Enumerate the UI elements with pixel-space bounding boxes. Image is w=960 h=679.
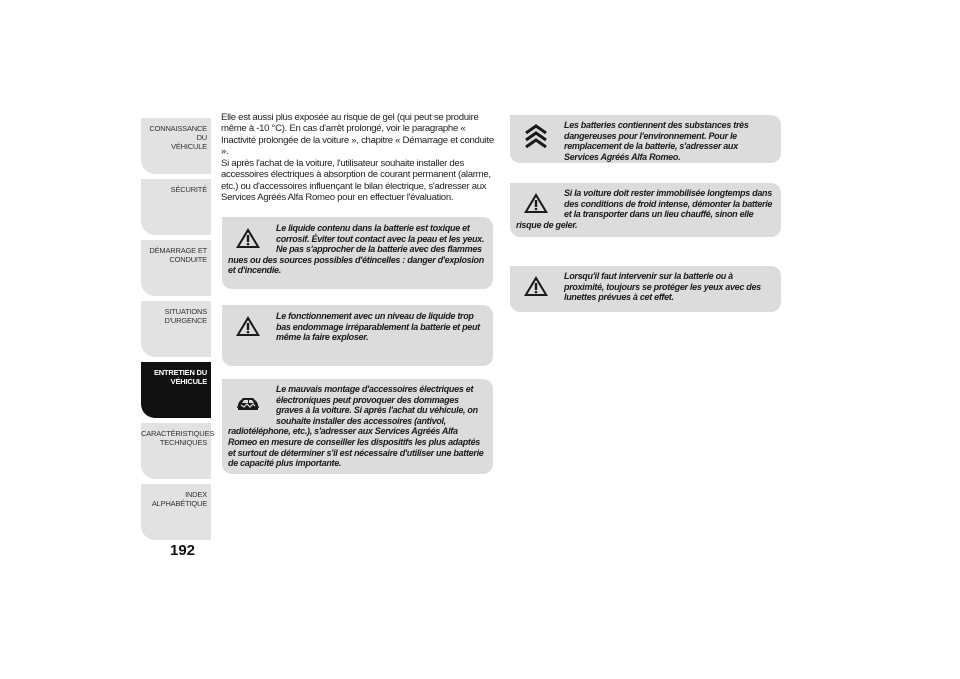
warning-text: Le fonctionnement avec un niveau de liquide trop bas endommage irréparablement la batterie et peut même la faire exploser. [276, 311, 480, 343]
body-paragraph-gel: Elle est aussi plus exposée au risque de gel (qui peut se produire même à -10 °C). En cas d'arrêt prolongé, voir le paragraphe « Inactivité prolongée de la voiture », chapitre « Démarrage et conduite ». [221, 112, 494, 158]
warning-box-liquide-toxique [222, 217, 493, 289]
warning-box-montage-accessoires [222, 379, 493, 474]
warning-triangle-icon [516, 271, 556, 301]
tab-label-line2: CONDUITE [169, 255, 207, 264]
tab-label-line2: TECHNIQUES [159, 438, 207, 447]
tab-label-line1: CONNAISSANCE DU [149, 124, 207, 142]
page-number: 192 [170, 542, 196, 559]
tab-index-alphabetique[interactable] [141, 484, 211, 540]
tab-label-line1: SITUATIONS [164, 307, 207, 316]
warning-text: Le mauvais montage d'accessoires électriques et électroniques peut provoquer des dommages graves à la voiture. Si après l'achat du véhicule, on souhaite installer des accessoires (antivol, radiotéléphone, etc.), s'adresser aux Services Agréés Alfa Romeo en mesure de conseiller les dispositifs les plus adaptés et surtout de déterminer s'il est nécessaire d'utiliser une batterie de capacité plus importante. [228, 384, 484, 469]
tab-entretien-vehicule[interactable] [141, 362, 211, 418]
warning-box-lunettes [510, 266, 781, 312]
tab-connaissance-vehicule[interactable] [141, 118, 211, 174]
tab-label-line2: VÉHICULE [171, 142, 207, 151]
tab-label-line1: CARACTÉRISTIQUES [141, 429, 215, 438]
warning-triangle-icon [516, 188, 556, 218]
environment-icon [516, 120, 556, 154]
warning-text: Le liquide contenu dans la batterie est toxique et corrosif. Éviter tout contact avec la peau et les yeux. Ne pas s'approcher de la batterie avec des flammes nues ou des sources possibles d'étincelles : danger d'explosion et d'incendie. [228, 223, 485, 276]
warning-box-froid-intense [510, 183, 781, 237]
warning-box-niveau-liquide [222, 305, 493, 366]
tab-label-line1: DÉMARRAGE ET [149, 246, 207, 255]
warning-text: Lorsqu'il faut intervenir sur la batterie ou à proximité, toujours se protéger les yeux avec des lunettes prévues à cet effet. [564, 271, 761, 303]
warning-triangle-icon [228, 223, 268, 253]
tab-label-line1: INDEX [185, 490, 207, 499]
warning-triangle-icon [228, 311, 268, 341]
tab-label-line1: ENTRETIEN DU [153, 368, 207, 377]
tab-securite[interactable] [141, 179, 211, 235]
tab-caracteristiques-techniques[interactable] [141, 423, 215, 479]
car-damage-icon [228, 384, 268, 420]
warning-text: Si la voiture doit rester immobilisée longtemps dans des conditions de froid intense, démonter la batterie et la transporter dans un lieu chauffé, sinon elle risque de geler. [516, 188, 773, 230]
tab-label-line2: D'URGENCE [164, 316, 207, 325]
tab-demarrage-conduite[interactable] [141, 240, 211, 296]
tab-label-line1: SÉCURITÉ [170, 185, 207, 194]
body-paragraph-accessoires: Si après l'achat de la voiture, l'utilisateur souhaite installer des accessoires électriques à absorption de courant permanent (alarme, etc.) ou d'accessoires influençant le bilan électrique, s'adresser aux Services Agréés Alfa Romeo pour en effectuer l'évaluation. [221, 158, 491, 204]
tab-label-line2: ALPHABÉTIQUE [151, 499, 207, 508]
tab-label-line2: VÉHICULE [170, 377, 207, 386]
tab-situations-urgence[interactable] [141, 301, 211, 357]
note-box-environnement [510, 115, 781, 163]
note-text: Les batteries contiennent des substances très dangereuses pour l'environnement. Pour le remplacement de la batterie, s'adresser aux Services Agréés Alfa Romeo. [564, 120, 749, 162]
